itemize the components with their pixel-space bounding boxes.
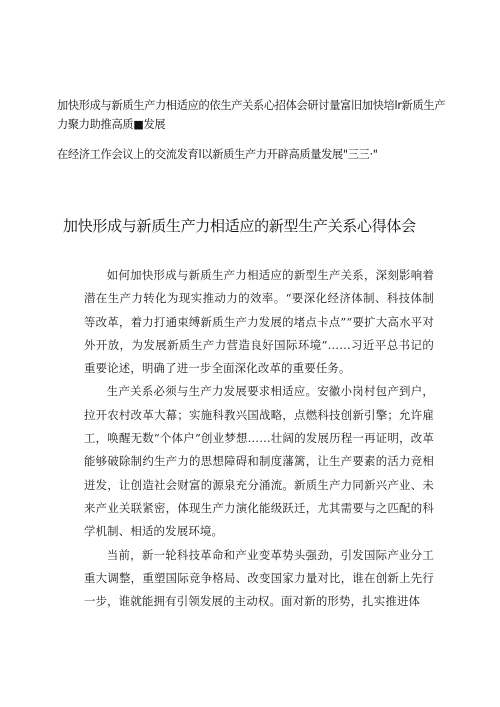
toc-entry-2[interactable]: 在经济工作会议上的交流发育l以新质生产力开辟高质量发展"三三·" [57,148,378,161]
paragraph-3: 当前，新一轮科技革命和产业变革势头强劲，引发国际产业分工重大调整，重塑国际竞争格局、改变国家力量对比，谁在创新上先行一步，谁就能拥有引领发展的主动权。面对新的形势，扎实推进体 [84,547,434,609]
table-of-contents [57,96,447,175]
document-title: 加快形成与新质生产力相适应的新型生产关系心得体会 [63,217,416,235]
paragraph-1: 如何加快形成与新质生产力相适应的新型生产关系，深刻影响着潜在生产力转化为现实推动力的效率。“要深化经济体制、科技体制等改革，着力打通束缚新质生产力发展的堵点卡点”“要扩大高水平对外开放，为发展新质生产力营造良好国际环境”……习近平总书记的重要论述，明确了进一步全面深化改革的重要任务。 [84,268,434,376]
toc-entry-1[interactable]: 加快形成与新质生产力相适应的依生产关系心招体会研讨量富旧加快培lr新质生产力聚力助推高质■发展 [57,99,446,131]
document-body [84,264,434,613]
paragraph-2: 生产关系必须与生产力发展要求相适应。安徽小岗村包产到户，拉开农村改革大幕；实施科教兴国战略，点燃科技创新引擎；允许雇工，唤醒无数“个体户”创业梦想……壮阔的发展历程一再证明，改革能够破除制约生产力的思想障碍和制度藩篱，让生产要素的活力竞相迸发，让创造社会财富的源泉充分涌流。新质生产力同新兴产业、未来产业关联紧密，体现生产力演化能级跃迁，尤其需要与之匹配的科学机制、相适的发展环境。 [84,384,434,539]
